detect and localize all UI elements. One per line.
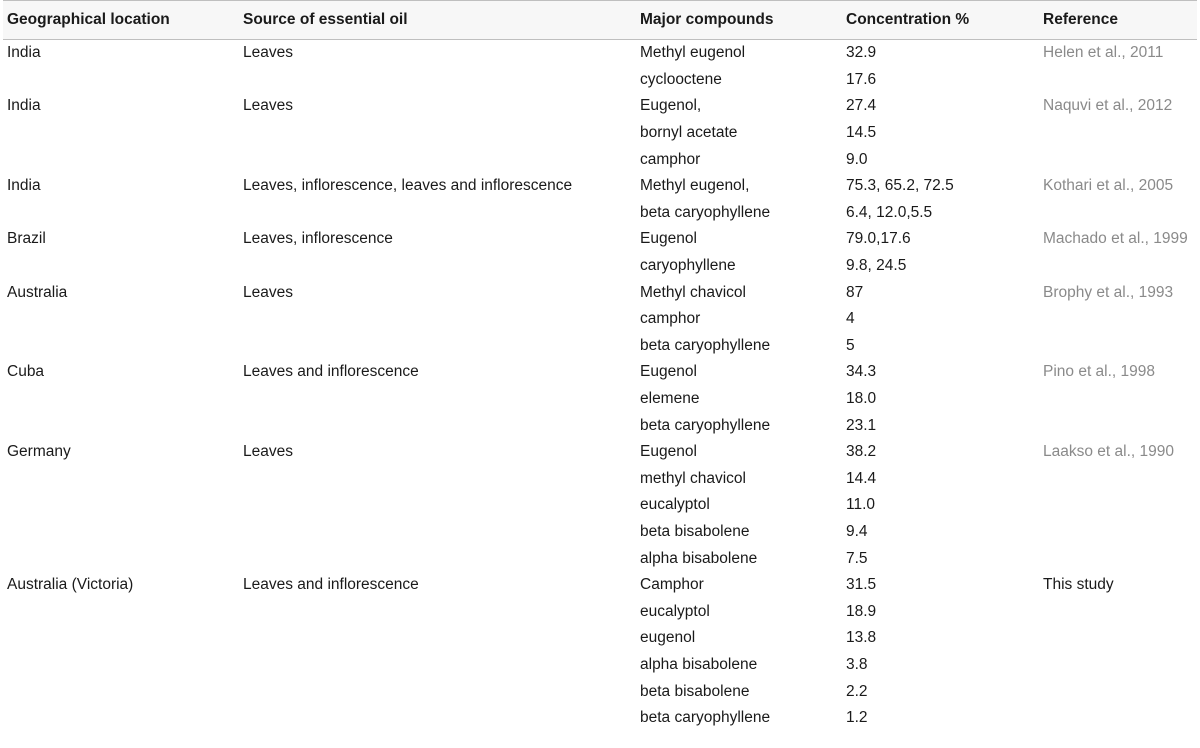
location-cell: India xyxy=(7,44,41,62)
reference-cell: Brophy et al., 1993 xyxy=(1043,283,1174,301)
compound-cell: Methyl eugenol, xyxy=(640,177,750,195)
compound-cell: camphor xyxy=(640,150,701,168)
table-row xyxy=(3,652,1197,679)
concentration-cell: 2.2 xyxy=(846,682,868,700)
compound-cell: eucalyptol xyxy=(640,496,710,514)
source-cell xyxy=(239,705,636,732)
concentration-cell: 11.0 xyxy=(846,496,876,514)
concentration-cell: 7.5 xyxy=(846,549,868,567)
concentration-cell: 31.5 xyxy=(846,576,877,594)
source-cell: Leaves xyxy=(243,97,293,115)
reference-cell xyxy=(1039,333,1197,360)
table-row xyxy=(3,519,1197,546)
table-row xyxy=(3,359,1197,386)
concentration-cell: 17.6 xyxy=(846,70,877,88)
table-row xyxy=(3,173,1197,200)
source-cell: Leaves, inflorescence, leaves and inflorescence xyxy=(243,177,573,195)
concentration-cell: 23.1 xyxy=(846,416,877,434)
reference-cell: Helen et al., 2011 xyxy=(1043,44,1164,62)
table-row xyxy=(3,120,1197,147)
reference-cell xyxy=(1039,598,1197,625)
concentration-cell: 32.9 xyxy=(846,44,877,62)
compound-cell: beta bisabolene xyxy=(640,522,750,540)
source-cell xyxy=(239,386,636,413)
header-concentration: Concentration % xyxy=(842,1,1039,40)
source-cell xyxy=(239,625,636,652)
concentration-cell: 75.3, 65.2, 72.5 xyxy=(846,177,954,195)
location-cell xyxy=(3,678,239,705)
concentration-cell: 18.0 xyxy=(846,390,877,408)
location-cell xyxy=(3,200,239,227)
source-cell xyxy=(239,492,636,519)
location-cell xyxy=(3,705,239,732)
location-cell: India xyxy=(7,97,41,115)
concentration-cell: 27.4 xyxy=(846,97,877,115)
source-cell xyxy=(239,466,636,493)
reference-cell: This study xyxy=(1043,576,1114,594)
compound-cell: Eugenol, xyxy=(640,97,702,115)
table-row xyxy=(3,40,1197,67)
compound-cell: cyclooctene xyxy=(640,70,722,88)
concentration-cell: 6.4, 12.0,5.5 xyxy=(846,203,933,221)
source-cell xyxy=(239,545,636,572)
location-cell xyxy=(3,598,239,625)
location-cell xyxy=(3,492,239,519)
compound-cell: Camphor xyxy=(640,576,704,594)
location-cell: Cuba xyxy=(7,363,45,381)
reference-cell xyxy=(1039,200,1197,227)
compound-cell: Methyl eugenol xyxy=(640,44,746,62)
header-source: Source of essential oil xyxy=(239,1,636,40)
location-cell xyxy=(3,120,239,147)
table-row xyxy=(3,67,1197,94)
reference-cell xyxy=(1039,306,1197,333)
table-row xyxy=(3,572,1197,599)
reference-cell xyxy=(1039,705,1197,732)
source-cell: Leaves and inflorescence xyxy=(243,363,419,381)
table-row xyxy=(3,492,1197,519)
essential-oil-table xyxy=(3,0,1197,731)
concentration-cell: 9.4 xyxy=(846,522,868,540)
concentration-cell: 13.8 xyxy=(846,629,877,647)
header-location: Geographical location xyxy=(3,1,239,40)
table-row xyxy=(3,333,1197,360)
concentration-cell: 9.8, 24.5 xyxy=(846,257,907,275)
compound-cell: eugenol xyxy=(640,629,696,647)
concentration-cell: 87 xyxy=(846,283,864,301)
compound-cell: Methyl chavicol xyxy=(640,283,746,301)
reference-cell xyxy=(1039,386,1197,413)
table-row xyxy=(3,93,1197,120)
location-cell: Australia xyxy=(7,283,68,301)
compound-cell: bornyl acetate xyxy=(640,124,738,142)
table-row xyxy=(3,253,1197,280)
reference-cell xyxy=(1039,466,1197,493)
reference-cell xyxy=(1039,545,1197,572)
location-cell: Brazil xyxy=(7,230,46,248)
table-row xyxy=(3,439,1197,466)
source-cell xyxy=(239,146,636,173)
compound-cell: methyl chavicol xyxy=(640,469,746,487)
source-cell: Leaves xyxy=(243,44,293,62)
compound-cell: beta caryophyllene xyxy=(640,203,771,221)
compound-cell: elemene xyxy=(640,390,700,408)
reference-cell: Laakso et al., 1990 xyxy=(1043,443,1174,461)
location-cell xyxy=(3,545,239,572)
header-compounds: Major compounds xyxy=(636,1,842,40)
table-row xyxy=(3,466,1197,493)
source-cell xyxy=(239,253,636,280)
source-cell: Leaves and inflorescence xyxy=(243,576,419,594)
table-row xyxy=(3,226,1197,253)
compound-cell: camphor xyxy=(640,310,701,328)
reference-cell: Machado et al., 1999 xyxy=(1043,230,1188,248)
reference-cell xyxy=(1039,120,1197,147)
location-cell xyxy=(3,386,239,413)
source-cell xyxy=(239,67,636,94)
table-row xyxy=(3,412,1197,439)
reference-cell xyxy=(1039,519,1197,546)
concentration-cell: 18.9 xyxy=(846,602,877,620)
location-cell: Germany xyxy=(7,443,71,461)
location-cell xyxy=(3,625,239,652)
reference-cell: Kothari et al., 2005 xyxy=(1043,177,1174,195)
reference-cell xyxy=(1039,67,1197,94)
table-row xyxy=(3,386,1197,413)
location-cell xyxy=(3,519,239,546)
concentration-cell: 1.2 xyxy=(846,709,868,727)
table-row xyxy=(3,598,1197,625)
header-reference: Reference xyxy=(1039,1,1197,40)
source-cell xyxy=(239,519,636,546)
table-row xyxy=(3,625,1197,652)
concentration-cell: 5 xyxy=(846,336,855,354)
source-cell xyxy=(239,200,636,227)
concentration-cell: 34.3 xyxy=(846,363,877,381)
reference-cell xyxy=(1039,492,1197,519)
concentration-cell: 38.2 xyxy=(846,443,877,461)
location-cell xyxy=(3,333,239,360)
reference-cell xyxy=(1039,652,1197,679)
location-cell xyxy=(3,306,239,333)
reference-cell: Naquvi et al., 2012 xyxy=(1043,97,1173,115)
location-cell xyxy=(3,146,239,173)
location-cell xyxy=(3,412,239,439)
source-cell xyxy=(239,333,636,360)
table-row xyxy=(3,279,1197,306)
reference-cell xyxy=(1039,625,1197,652)
reference-cell xyxy=(1039,146,1197,173)
source-cell: Leaves xyxy=(243,443,293,461)
concentration-cell: 3.8 xyxy=(846,655,868,673)
compound-cell: beta caryophyllene xyxy=(640,709,771,727)
table-header xyxy=(3,1,1197,40)
source-cell xyxy=(239,652,636,679)
concentration-cell: 9.0 xyxy=(846,150,868,168)
table-row xyxy=(3,705,1197,732)
concentration-cell: 79.0,17.6 xyxy=(846,230,911,248)
source-cell: Leaves, inflorescence xyxy=(243,230,393,248)
header-row xyxy=(3,1,1197,40)
location-cell xyxy=(3,466,239,493)
reference-cell: Pino et al., 1998 xyxy=(1043,363,1156,381)
reference-cell xyxy=(1039,253,1197,280)
compound-cell: Eugenol xyxy=(640,443,697,461)
source-cell xyxy=(239,306,636,333)
compound-cell: alpha bisabolene xyxy=(640,655,758,673)
compound-cell: caryophyllene xyxy=(640,257,736,275)
source-cell xyxy=(239,678,636,705)
concentration-cell: 14.4 xyxy=(846,469,877,487)
compound-cell: alpha bisabolene xyxy=(640,549,758,567)
compound-cell: beta caryophyllene xyxy=(640,416,771,434)
table-row xyxy=(3,200,1197,227)
location-cell: Australia (Victoria) xyxy=(7,576,134,594)
location-cell: India xyxy=(7,177,41,195)
table-row xyxy=(3,678,1197,705)
source-cell xyxy=(239,412,636,439)
source-cell xyxy=(239,598,636,625)
location-cell xyxy=(3,67,239,94)
reference-cell xyxy=(1039,412,1197,439)
compound-cell: eucalyptol xyxy=(640,602,710,620)
compound-cell: beta bisabolene xyxy=(640,682,750,700)
source-cell: Leaves xyxy=(243,283,293,301)
compound-cell: beta caryophyllene xyxy=(640,336,771,354)
concentration-cell: 14.5 xyxy=(846,124,877,142)
location-cell xyxy=(3,652,239,679)
table-row xyxy=(3,545,1197,572)
location-cell xyxy=(3,253,239,280)
compound-cell: Eugenol xyxy=(640,363,697,381)
table-row xyxy=(3,146,1197,173)
reference-cell xyxy=(1039,678,1197,705)
source-cell xyxy=(239,120,636,147)
table-row xyxy=(3,306,1197,333)
compound-cell: Eugenol xyxy=(640,230,697,248)
concentration-cell: 4 xyxy=(846,310,855,328)
table-body xyxy=(3,40,1197,732)
